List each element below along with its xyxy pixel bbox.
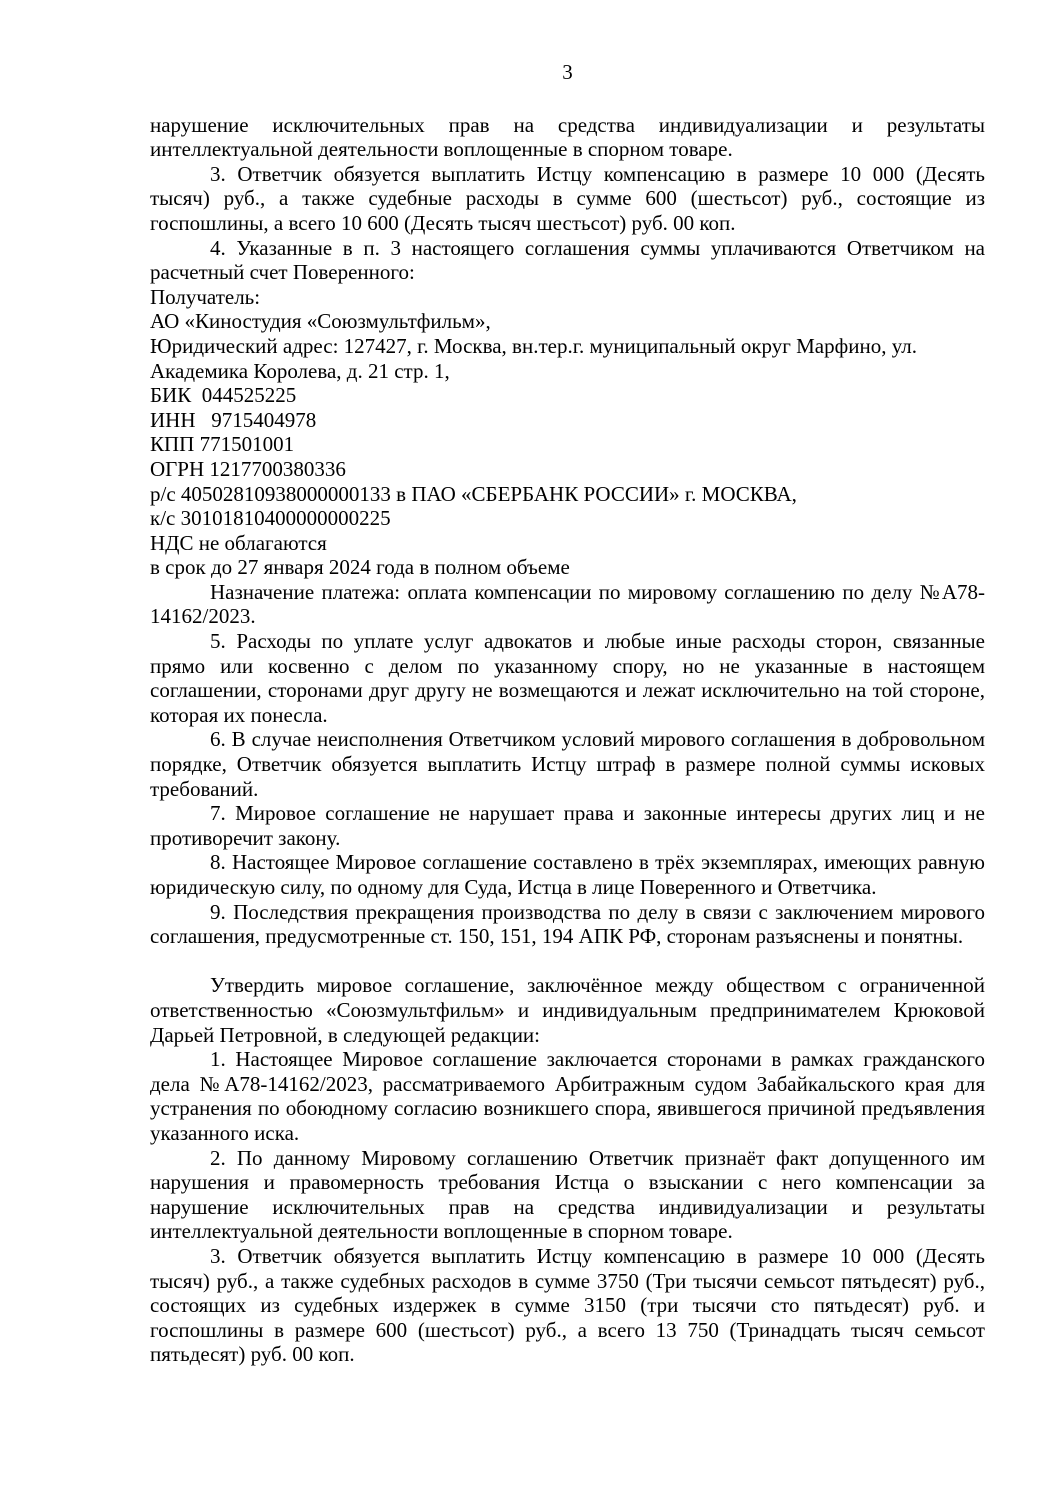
paragraph: в срок до 27 января 2024 года в полном объеме <box>150 555 570 580</box>
paragraph: БИК 044525225 <box>150 383 297 408</box>
paragraph: ИНН 9715404978 <box>150 407 317 432</box>
paragraph: ОГРН 1217700380336 <box>150 456 346 481</box>
paragraph: к/с 30101810400000000225 <box>150 506 391 531</box>
paragraph: 1. Настоящее Мировое соглашение заключается сторонами в рамках гражданского дела №А78-14162/2023, рассматриваемого Арбитражным судом Забайкальского края для устранения по обоюдному согласию возникшего спора, явившегося причиной предъявления указанного иска. <box>150 1047 985 1145</box>
paragraph: 4. Указанные в п. 3 настоящего соглашения суммы уплачиваются Ответчиком на расчетный счет Поверенного: <box>150 235 985 285</box>
paragraph: АО «Киностудия «Союзмультфильм», <box>150 309 491 334</box>
paragraph: 3. Ответчик обязуется выплатить Истцу компенсацию в размере 10 000 (Десять тысяч) руб., а также судебных расходов в сумме 3750 (Три тысячи семьсот пятьдесят) руб., состоящих из судебных издержек в сумме 3150 (три тысячи сто пятьдесят) руб. и госпошлины в размере 600 (шестьсот) руб., а всего 13 750 (Тринадцать тысяч семьсот пятьдесят) руб. 00 коп. <box>150 1243 985 1367</box>
paragraph: Получатель: <box>150 284 261 309</box>
paragraph: 8. Настоящее Мировое соглашение составлено в трёх экземплярах, имеющих равную юридическую силу, по одному для Суда, Истца в лице Поверенного и Ответчика. <box>150 850 985 899</box>
paragraph: Утвердить мировое соглашение, заключённое между обществом с ограниченной ответственностью «Союзмультфильм» и индивидуальным предпринимателем Крюковой Дарьей Петровной, в следующей редакции: <box>150 973 985 1047</box>
paragraph: Назначение платежа: оплата компенсации по мировому соглашению по делу №А78-14162/2023. <box>150 579 985 629</box>
paragraph: нарушение исключительных прав на средства индивидуализации и результаты интеллектуальной деятельности воплощенные в спорном товаре. <box>150 112 985 162</box>
page-number: 3 <box>562 60 573 84</box>
paragraph: 3. Ответчик обязуется выплатить Истцу компенсацию в размере 10 000 (Десять тысяч) руб., а также судебные расходы в сумме 600 (шестьсот) руб., состоящие из госпошлины, а всего 10 600 (Десять тысяч шестьсот) руб. 00 коп. <box>150 161 985 235</box>
paragraph: НДС не облагаются <box>150 530 327 555</box>
paragraph: р/с 40502810938000000133 в ПАО «СБЕРБАНК РОССИИ» г. МОСКВА, <box>150 481 797 506</box>
paragraph: КПП 771501001 <box>150 432 295 457</box>
paragraph: 9. Последствия прекращения производства по делу в связи с заключением мирового соглашения, предусмотренные ст. 150, 151, 194 АПК РФ, сторонам разъяснены и понятны. <box>150 899 985 949</box>
paragraph: Академика Королева, д. 21 стр. 1, <box>150 358 450 383</box>
paragraph: Юридический адрес: 127427, г. Москва, вн.тер.г. муниципальный округ Марфино, ул. <box>150 333 918 358</box>
document-body <box>150 113 985 1367</box>
paragraph: 7. Мировое соглашение не нарушает права и законные интересы других лиц и не противоречит закону. <box>150 801 985 850</box>
paragraph: 5. Расходы по уплате услуг адвокатов и любые иные расходы сторон, связанные прямо или косвенно с делом по указанному спору, но не указанные в настоящем соглашении, сторонами друг другу не возмещаются и лежат исключительно на той стороне, которая их понесла. <box>150 629 985 727</box>
paragraph: 6. В случае неисполнения Ответчиком условий мирового соглашения в добровольном порядке, Ответчик обязуется выплатить Истцу штраф в размере полной суммы исковых требований. <box>150 727 985 801</box>
paragraph: 2. По данному Мировому соглашению Ответчик признаёт факт допущенного им нарушения и правомерность требования Истца о взыскании с него компенсации за нарушение исключительных прав на средства индивидуализации и результаты интеллектуальной деятельности воплощенные в спорном товаре. <box>150 1145 985 1244</box>
